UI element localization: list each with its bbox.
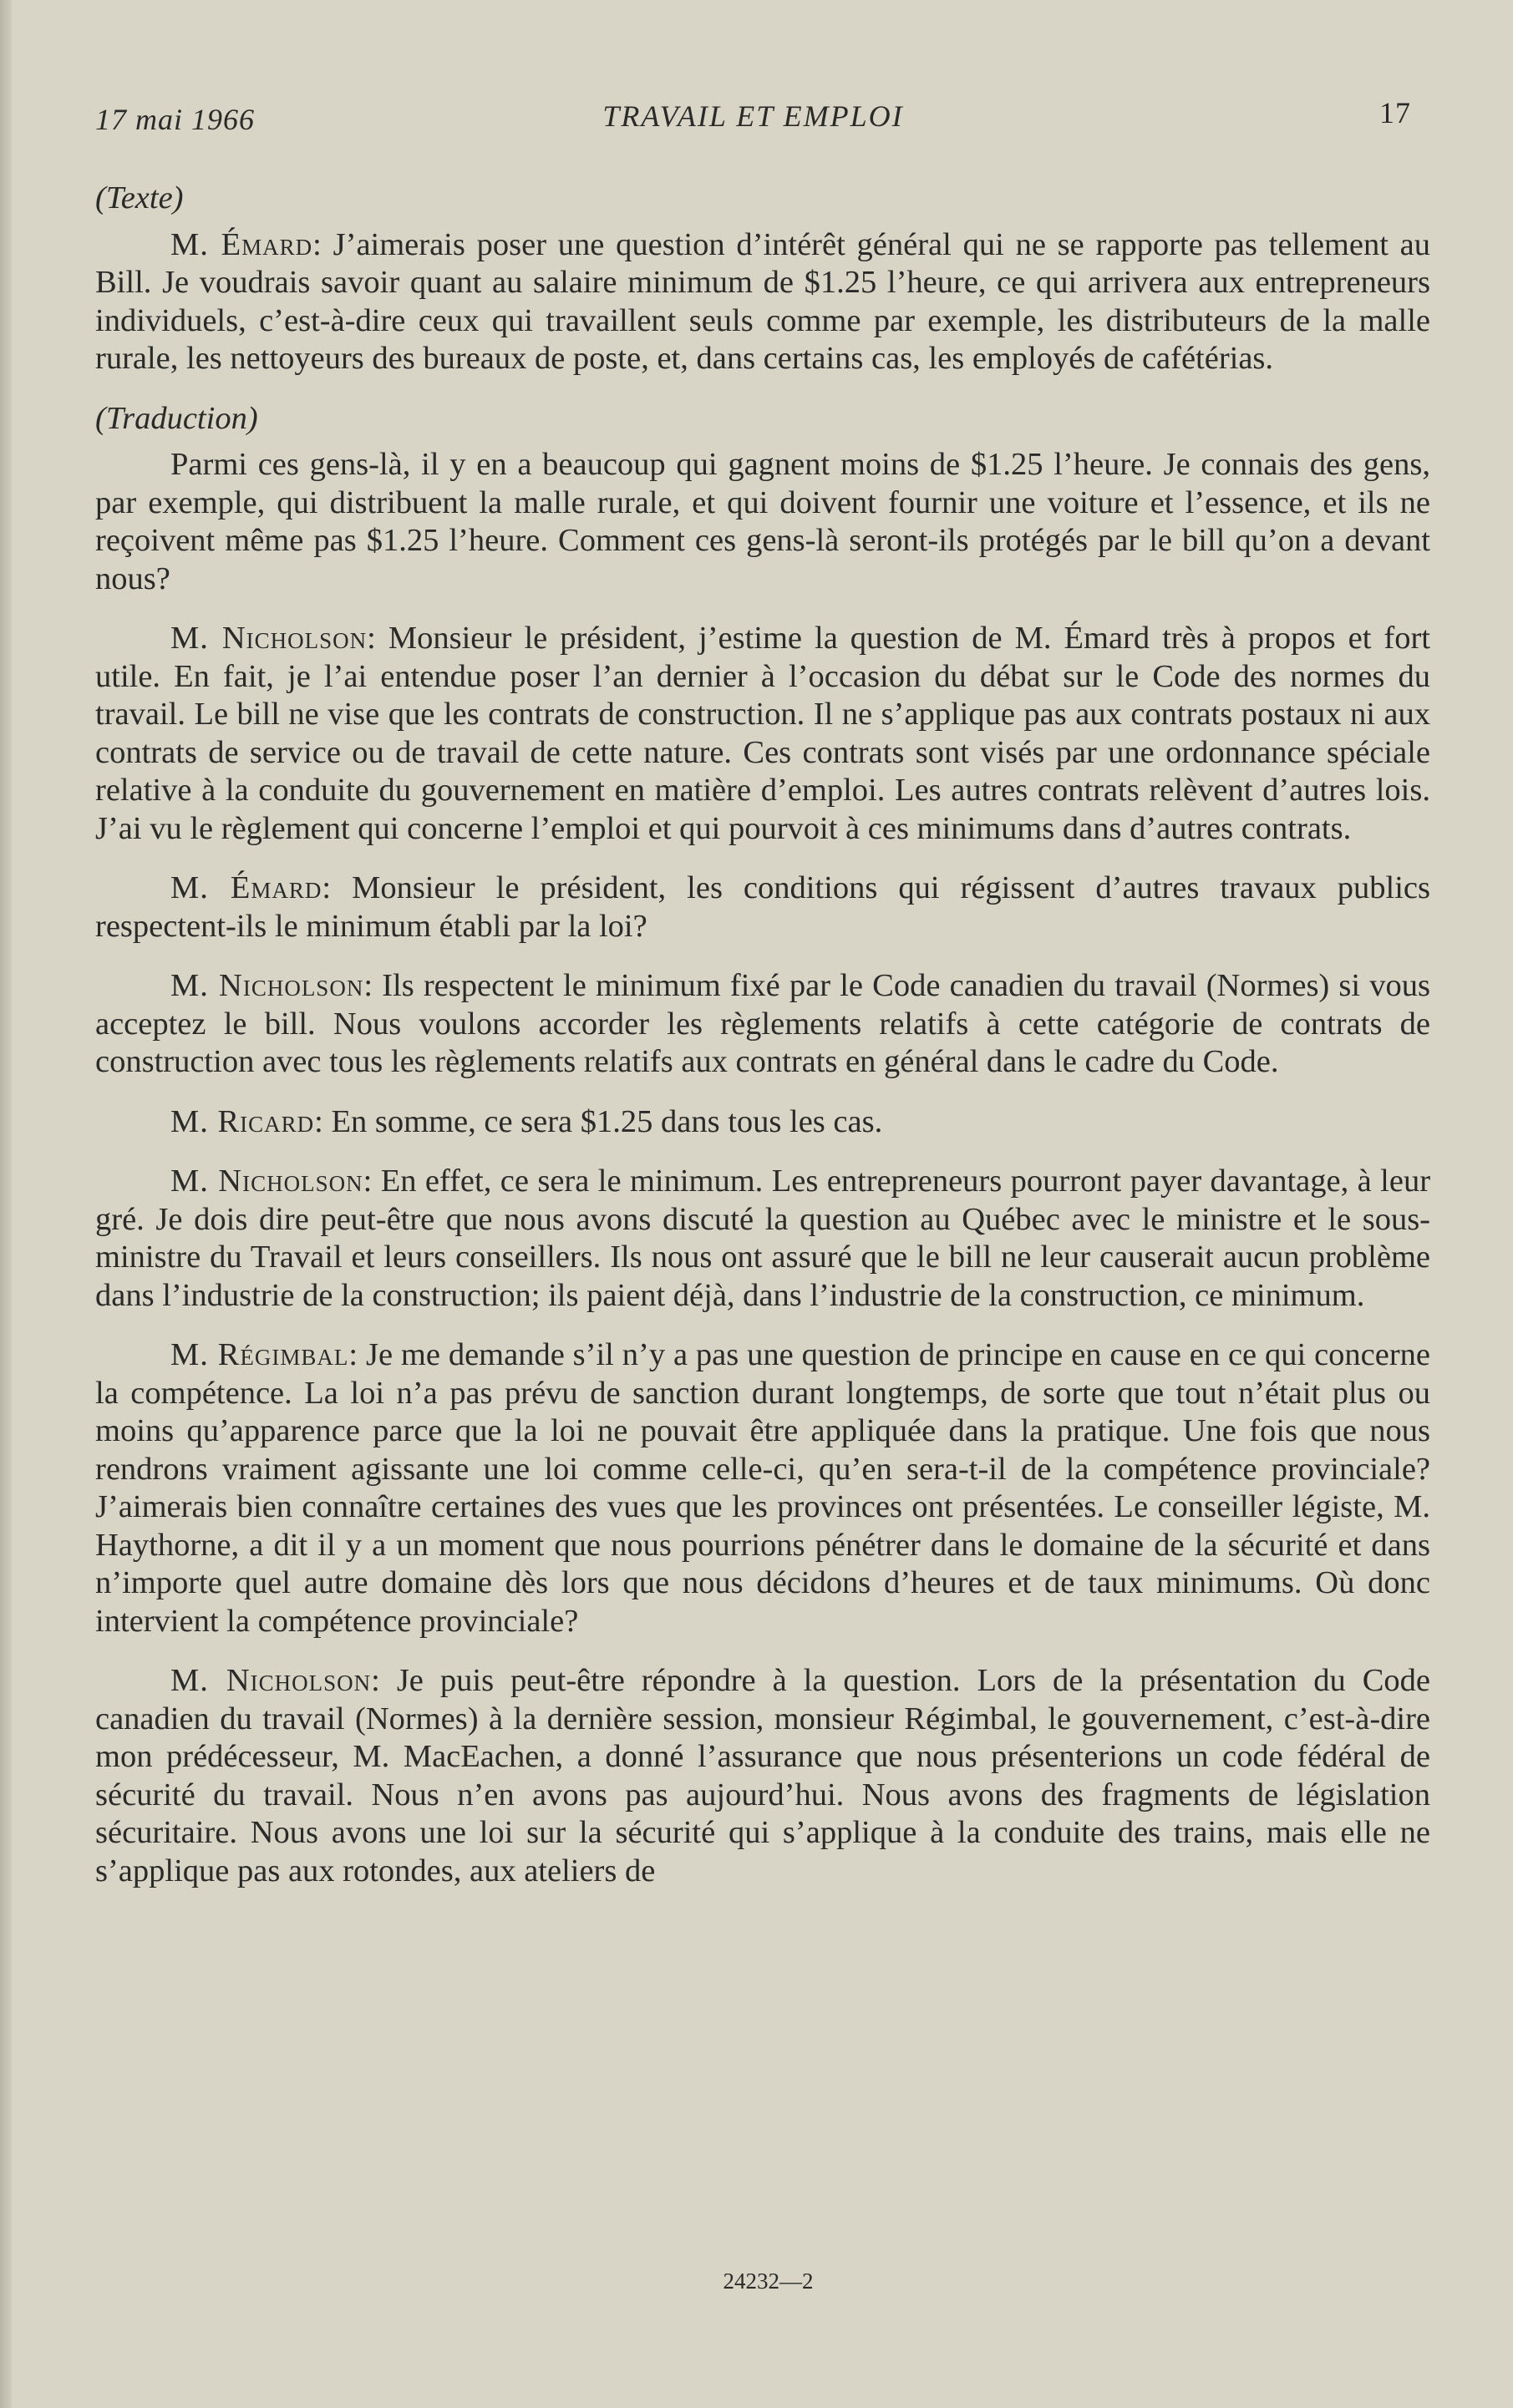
speech-paragraph: M. Émard: J’aimerais poser une question d’intérêt général qui ne se rapporte pas tellement au Bill. Je voudrais savoir quant au salaire minimum de $1.25 l’heure, ce qui arrivera aux entrepreneurs individuels, c’est-à-dire ceux qui travaillent seuls comme par exemple, les distributeurs de la malle rurale, les nettoyeurs des bureaux de poste, et, dans certains cas, les employés de cafétérias. — [95, 226, 1431, 376]
running-header — [95, 96, 1411, 140]
speaker-name: M. Nicholson — [170, 1663, 372, 1698]
signature-code: 24232—2 — [723, 2269, 814, 2294]
document-body — [95, 180, 1430, 1912]
speaker-name: M. Nicholson — [170, 1163, 363, 1199]
speech-text: En effet, ce sera le minimum. Les entrepreneurs pourront payer davantage, à leur gré. Je dois dire peut-être que nous avons discuté la question au Québec avec le ministre et le sous-ministre du Travail et leurs conseillers. Ils nous ont assuré que le bill ne leur causerait aucun problème dans l’industrie de la construction; ils paient déjà, dans l’industrie de la construction, ce minimum. — [95, 1163, 1431, 1313]
speech-text: Monsieur le président, les conditions qui régissent d’autres travaux publics respectent-ils le minimum établi par la loi? — [95, 870, 1431, 944]
speech-text: Ils respectent le minimum fixé par le Code canadien du travail (Normes) si vous acceptez le bill. Nous voulons accorder les règlements relatifs à cette catégorie de contrats de construction avec tous les règlements relatifs aux contrats en général dans le cadre du Code. — [95, 968, 1430, 1079]
speech-text: En somme, ce sera $1.25 dans tous les cas. — [331, 1103, 883, 1139]
section-label: (Traduction) — [95, 400, 258, 436]
speech-text: Je me demande s’il n’y a pas une question de principe en cause en ce qui concerne la compétence. La loi n’a pas prévu de sanction durant longtemps, de sorte que tout n’était plus ou moins qu’apparence parce que la loi ne pouvait être appliquée dans la pratique. Une fois que nous rendrons vraiment agissante une loi comme celle-ci, qu’en sera-t-il de la compétence provinciale? J’aimerais bien connaître certaines des vues que les provinces ont présentées. Le conseiller légiste, M. Haythorne, a dit il y a un moment que nous pourrions pénétrer dans le domaine de la sécurité et dans n’importe quel autre domaine dès lors que nous décidons d’heures et de taux minimums. Où donc intervient la compétence provinciale? — [95, 1337, 1430, 1639]
speech-paragraph: M. Nicholson: Je puis peut-être répondre à la question. Lors de la présentation du Code canadien du travail (Normes) à la dernière session, monsieur Régimbal, le gouvernement, c’est-à-dire mon prédécesseur, M. MacEachen, a donné l’assurance que nous présenterions un code fédéral de sécurité du travail. Nous n’en avons pas aujourd’hui. Nous avons des fragments de législation sécuritaire. Nous avons une loi sur la sécurité qui s’applique à la conduite des trains, mais elle ne s’applique pas aux rotondes, aux ateliers de — [95, 1663, 1430, 1888]
speech-text: Monsieur le président, j’estime la question de M. Émard très à propos et fort utile. En fait, je l’ai entendue poser l’an dernier à l’occasion du débat sur le Code des normes du travail. Le bill ne vise que les contrats de construction. Il ne s’applique pas aux contrats postaux ni aux contrats de service ou de travail de cette nature. Ces contrats sont visés par une ordonnance spéciale relative à la conduite du gouvernement en matière d’emploi. Les autres contrats relèvent d’autres lois. J’ai vu le règlement qui concerne l’emploi et qui pourvoit à ces minimums dans d’autres contrats. — [95, 621, 1430, 846]
binding-edge — [0, 0, 12, 2408]
header-date: 17 mai 1966 — [95, 103, 255, 136]
page-number: 17 — [1379, 96, 1411, 129]
speech-paragraph: M. Émard: Monsieur le président, les conditions qui régissent d’autres travaux publics respectent-ils le minimum établi par la loi? — [95, 870, 1431, 944]
speaker-name: M. Nicholson — [170, 621, 368, 656]
speech-paragraph: M. Ricard: En somme, ce sera $1.25 dans tous les cas. — [170, 1103, 883, 1139]
speaker-name: M. Émard — [170, 226, 313, 262]
document-page — [12, 0, 1513, 2408]
speech-text: Je puis peut-être répondre à la question. Lors de la présentation du Code canadien du travail (Normes) à la dernière session, monsieur Régimbal, le gouvernement, c’est-à-dire mon prédécesseur, M. MacEachen, a donné l’assurance que nous présenterions un code fédéral de sécurité du travail. Nous n’en avons pas aujourd’hui. Nous avons des fragments de législation sécuritaire. Nous avons une loi sur la sécurité qui s’applique à la conduite des trains, mais elle ne s’applique pas aux rotondes, aux ateliers de — [95, 1663, 1430, 1888]
speech-text: J’aimerais poser une question d’intérêt général qui ne se rapporte pas tellement au Bill. Je voudrais savoir quant au salaire minimum de $1.25 l’heure, ce qui arrivera aux entrepreneurs individuels, c’est-à-dire ceux qui travaillent seuls comme par exemple, les distributeurs de la malle rurale, les nettoyeurs des bureaux de poste, et, dans certains cas, les employés de cafétérias. — [95, 226, 1431, 376]
speaker-name: M. Régimbal — [170, 1337, 349, 1372]
speech-paragraph: M. Nicholson: En effet, ce sera le minimum. Les entrepreneurs pourront payer davantage, à leur gré. Je dois dire peut-être que nous avons discuté la question au Québec avec le ministre et le sous-ministre du Travail et leurs conseillers. Ils nous ont assuré que le bill ne leur causerait aucun problème dans l’industrie de la construction; ils paient déjà, dans l’industrie de la construction, ce minimum. — [95, 1163, 1431, 1313]
speech-paragraph: M. Nicholson: Monsieur le président, j’estime la question de M. Émard très à propos et fort utile. En fait, je l’ai entendue poser l’an dernier à l’occasion du débat sur le Code des normes du travail. Le bill ne vise que les contrats de construction. Il ne s’applique pas aux contrats postaux ni aux contrats de service ou de travail de cette nature. Ces contrats sont visés par une ordonnance spéciale relative à la conduite du gouvernement en matière d’emploi. Les autres contrats relèvent d’autres lois. J’ai vu le règlement qui concerne l’emploi et qui pourvoit à ces minimums dans d’autres contrats. — [95, 621, 1430, 846]
speech-paragraph: M. Nicholson: Ils respectent le minimum fixé par le Code canadien du travail (Normes) si vous acceptez le bill. Nous voulons accorder les règlements relatifs à cette catégorie de contrats de construction avec tous les règlements relatifs aux contrats en général dans le cadre du Code. — [95, 968, 1430, 1079]
section-label: (Texte) — [95, 180, 184, 215]
speech-paragraph: M. Régimbal: Je me demande s’il n’y a pas une question de principe en cause en ce qui concerne la compétence. La loi n’a pas prévu de sanction durant longtemps, de sorte que tout n’était plus ou moins qu’apparence parce que la loi ne pouvait être appliquée dans la pratique. Une fois que nous rendrons vraiment agissante une loi comme celle-ci, qu’en sera-t-il de la compétence provinciale? J’aimerais bien connaître certaines des vues que les provinces ont présentées. Le conseiller légiste, M. Haythorne, a dit il y a un moment que nous pourrions pénétrer dans le domaine de la sécurité et dans n’importe quel autre domaine dès lors que nous décidons d’heures et de taux minimums. Où donc intervient la compétence provinciale? — [95, 1337, 1430, 1639]
speaker-name: M. Ricard — [170, 1103, 315, 1139]
speaker-name: M. Nicholson — [170, 968, 364, 1003]
header-title: TRAVAIL ET EMPLOI — [602, 99, 904, 133]
speaker-name: M. Émard — [170, 870, 322, 905]
text-paragraph: Parmi ces gens-là, il y en a beaucoup qui gagnent moins de $1.25 l’heure. Je connais des gens, par exemple, qui distribuent la malle rurale, et qui doivent fournir une voiture et l’essence, et ils ne reçoivent même pas $1.25 l’heure. Comment ces gens-là seront-ils protégés par le bill qu’on a devant nous? — [95, 447, 1430, 596]
